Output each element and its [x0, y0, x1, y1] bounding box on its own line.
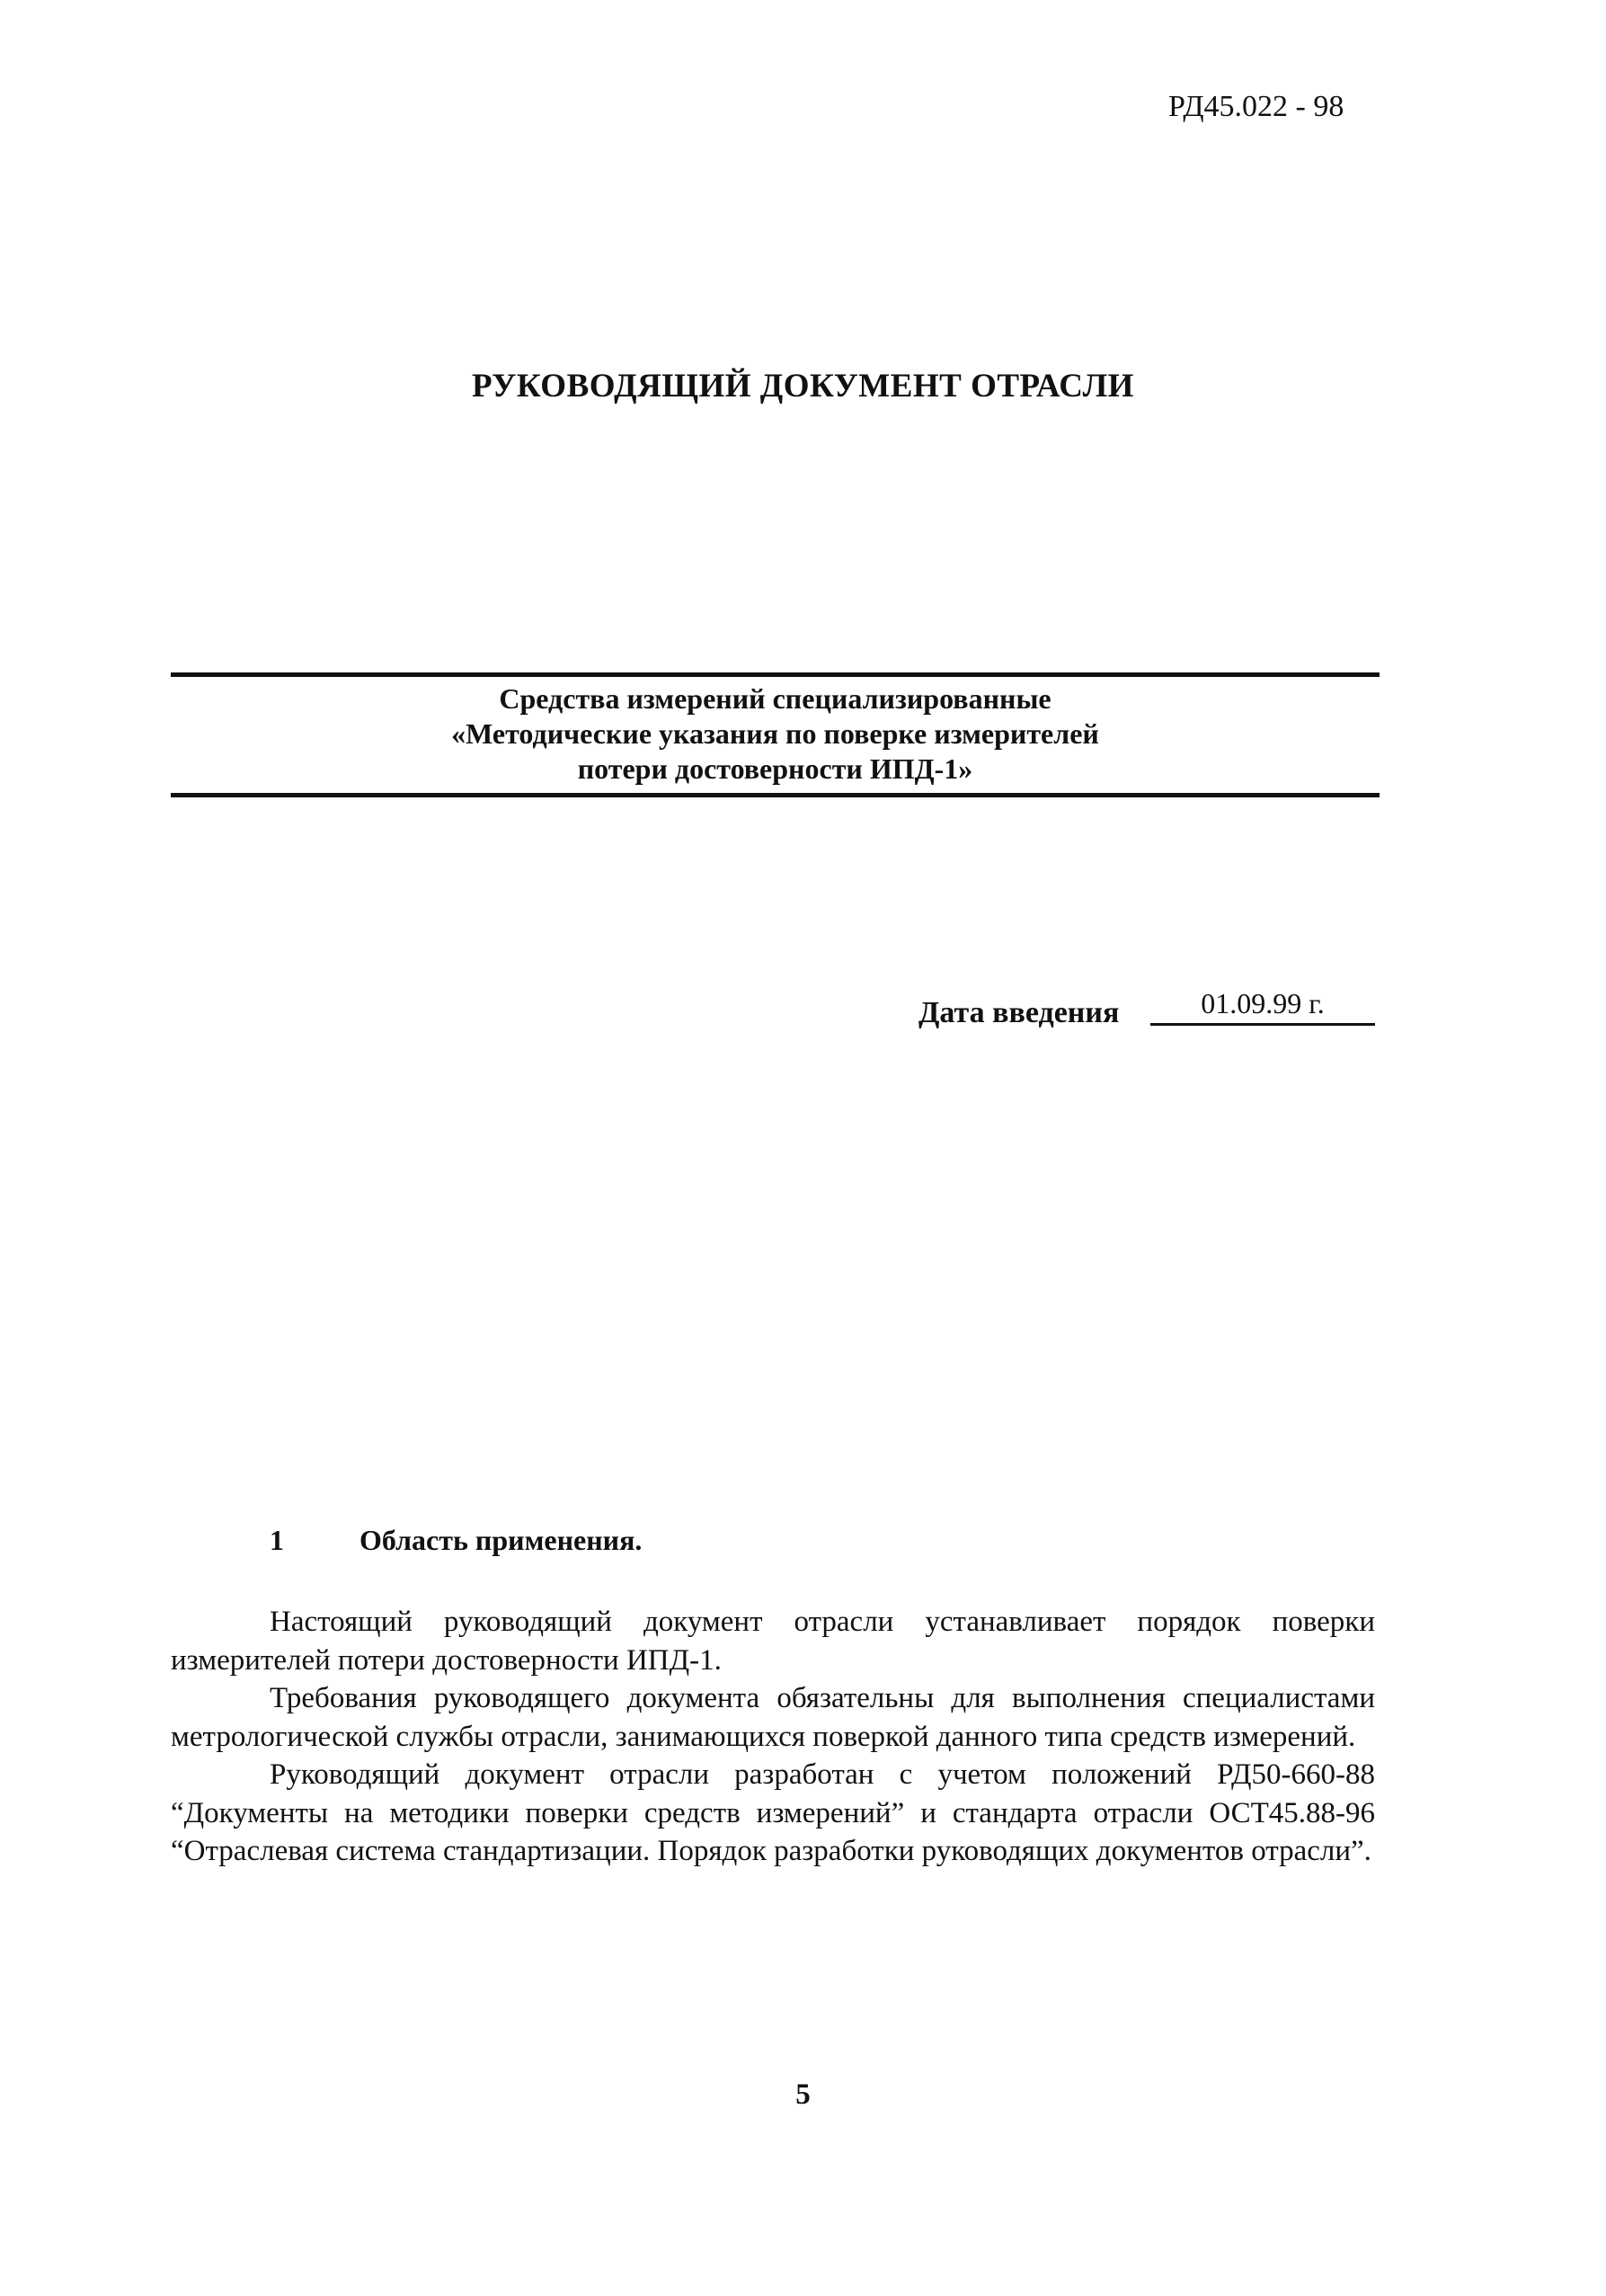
paragraph: Руководящий документ отрасли разработан с учетом положений РД50-660-88 “Документы на методики поверки средств измерений” и стандарта отрасли ОСТ45.88-96 “Отраслевая система стандартизации. Порядок разработки руководящих документов отрасли”. [171, 1758, 1375, 1867]
section-body [171, 1603, 1375, 1871]
document-type-heading: РУКОВОДЯЩИЙ ДОКУМЕНТ ОТРАСЛИ [472, 368, 1134, 405]
title-line: Средства измерений специализированные [499, 682, 1051, 715]
page-number: 5 [795, 2078, 811, 2111]
title-line: «Методические указания по поверке измерителей [451, 717, 1099, 750]
title-top-rule [171, 672, 1380, 677]
introduction-date-value: 01.09.99 г. [1150, 983, 1375, 1026]
document-code: РД45.022 - 98 [1168, 90, 1344, 123]
title-line: потери достоверности ИПД-1» [577, 752, 973, 785]
document-title [171, 681, 1380, 787]
section-number: 1 [270, 1524, 284, 1556]
paragraph: Настоящий руководящий документ отрасли устанавливает порядок поверки измерителей потери достоверности ИПД-1. [171, 1606, 1375, 1677]
paragraph: Требования руководящего документа обязательны для выполнения специалистами метрологической службы отрасли, занимающихся поверкой данного типа средств измерений. [171, 1682, 1375, 1753]
section-heading [270, 1524, 642, 1557]
title-bottom-rule [171, 793, 1380, 797]
introduction-date-label: Дата введения [918, 996, 1120, 1029]
section-title: Область применения. [359, 1524, 643, 1556]
